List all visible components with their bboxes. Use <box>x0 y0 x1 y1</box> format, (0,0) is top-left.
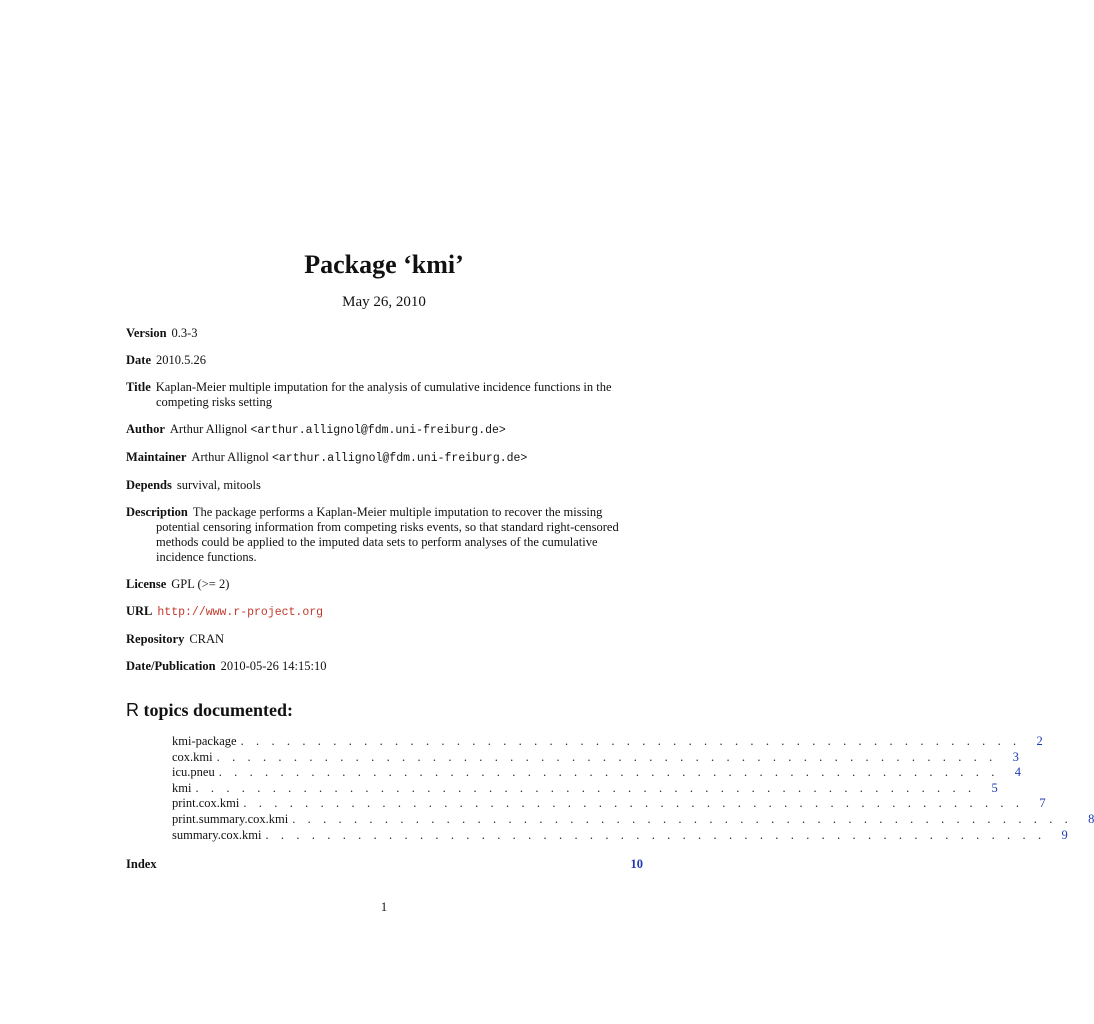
field-value: CRAN <box>189 632 225 646</box>
field-key: Depends <box>126 478 172 492</box>
field-value: The package performs a Kaplan-Meier multiple imputation to recover the missing potential censoring information from competing risks events, so that standard right-censored methods could be applied to the imputed data sets to perform analyses of the cumulative incidence functions. <box>156 505 619 564</box>
toc-page-link[interactable]: 2 <box>1036 734 1043 748</box>
index-page-link[interactable]: 10 <box>630 857 643 871</box>
field-repository <box>126 632 646 647</box>
field-key: Date <box>126 353 151 367</box>
toc-row[interactable] <box>172 749 1019 766</box>
toc-topic-name: print.summary.cox.kmi <box>172 811 289 826</box>
toc-leader-dots: . . . . . . . . . . . . . . . . . . . . . . . . . . . . . . . . . . . . . . . . . . . . . . . . . . . <box>240 734 1021 748</box>
field-key: Author <box>126 422 165 436</box>
field-title <box>126 380 646 410</box>
field-key: URL <box>126 604 153 618</box>
toc-row[interactable] <box>172 765 1021 781</box>
field-key: Version <box>126 326 167 340</box>
project-url-link[interactable]: http://www.r-project.org <box>157 606 324 619</box>
toc-leader-dots: . . . . . . . . . . . . . . . . . . . . . . . . . . . . . . . . . . . . . . . . . . . . . . . . . . . <box>218 765 999 780</box>
field-value: GPL (>= 2) <box>171 577 230 591</box>
field-key: Description <box>126 505 188 519</box>
toc-topic-name: kmi-package <box>172 734 237 748</box>
toc-leader-dots: . . . . . . . . . . . . . . . . . . . . . . . . . . . . . . . . . . . . . . . . . . . . . . . . . . . <box>243 796 1024 811</box>
toc-topic-name: summary.cox.kmi <box>172 827 262 842</box>
page-number: 1 <box>380 900 388 914</box>
field-author <box>126 422 646 438</box>
toc-leader-dots: . . . . . . . . . . . . . . . . . . . . . . . . . . . . . . . . . . . . . . . . . . . . . . . . . . . <box>195 780 976 795</box>
author-email: <arthur.allignol@fdm.uni-freiburg.de> <box>250 424 506 437</box>
toc-row[interactable] <box>172 734 1043 750</box>
toc-page-link[interactable]: 3 <box>1012 749 1019 764</box>
field-key: Repository <box>126 632 185 646</box>
field-value: Kaplan-Meier multiple imputation for the analysis of cumulative incidence functions in the competing risks setting <box>155 380 612 409</box>
toc-topic-name: cox.kmi <box>172 749 213 764</box>
field-version <box>126 326 646 341</box>
description-fields <box>126 326 646 674</box>
field-value: Arthur Allignol <box>191 450 269 464</box>
field-depends <box>126 478 646 493</box>
toc-leader-dots: . . . . . . . . . . . . . . . . . . . . . . . . . . . . . . . . . . . . . . . . . . . . . . . . . . . <box>265 827 1046 842</box>
toc-row[interactable] <box>172 811 1094 828</box>
toc-page-link[interactable]: 8 <box>1088 811 1094 826</box>
document-date: May 26, 2010 <box>342 294 426 310</box>
maintainer-email: <arthur.allignol@fdm.uni-freiburg.de> <box>271 452 528 465</box>
index-row[interactable] <box>126 857 643 872</box>
toc-topic-name: icu.pneu <box>172 765 215 780</box>
topics-heading-text: topics documented: <box>143 700 293 720</box>
field-url <box>126 604 646 620</box>
toc-page-link[interactable]: 7 <box>1039 796 1046 811</box>
toc-row[interactable] <box>172 827 1068 844</box>
toc-topic-name: kmi <box>172 780 192 795</box>
field-key: Maintainer <box>126 450 187 464</box>
field-date <box>126 353 646 368</box>
toc-topic-name: print.cox.kmi <box>172 796 240 811</box>
topics-heading <box>126 700 293 721</box>
field-key: Date/Publication <box>126 659 216 673</box>
field-value: survival, mitools <box>176 478 261 492</box>
toc-leader-dots: . . . . . . . . . . . . . . . . . . . . . . . . . . . . . . . . . . . . . . . . . . . . . . . . . . . <box>216 749 997 764</box>
toc-row[interactable] <box>172 796 1046 812</box>
topics-toc <box>172 734 1094 843</box>
package-title: Package ‘kmi’ <box>304 250 464 279</box>
r-letter: R <box>126 700 139 720</box>
field-key: License <box>126 577 167 591</box>
toc-page-link[interactable]: 5 <box>991 780 998 795</box>
field-maintainer <box>126 450 646 466</box>
field-key: Title <box>126 380 151 394</box>
index-label: Index <box>126 857 157 871</box>
field-date-publication <box>126 659 646 674</box>
toc-page-link[interactable]: 9 <box>1061 827 1068 842</box>
field-value: 2010.5.26 <box>156 353 206 367</box>
toc-leader-dots: . . . . . . . . . . . . . . . . . . . . . . . . . . . . . . . . . . . . . . . . . . . . . . . . . . . <box>292 811 1073 826</box>
toc-row[interactable] <box>172 780 998 797</box>
field-license <box>126 577 646 592</box>
field-value: Arthur Allignol <box>169 422 248 436</box>
field-description <box>126 505 646 565</box>
field-value: 2010-05-26 14:15:10 <box>220 659 327 673</box>
toc-page-link[interactable]: 4 <box>1014 765 1021 780</box>
field-value: 0.3-3 <box>171 326 198 340</box>
